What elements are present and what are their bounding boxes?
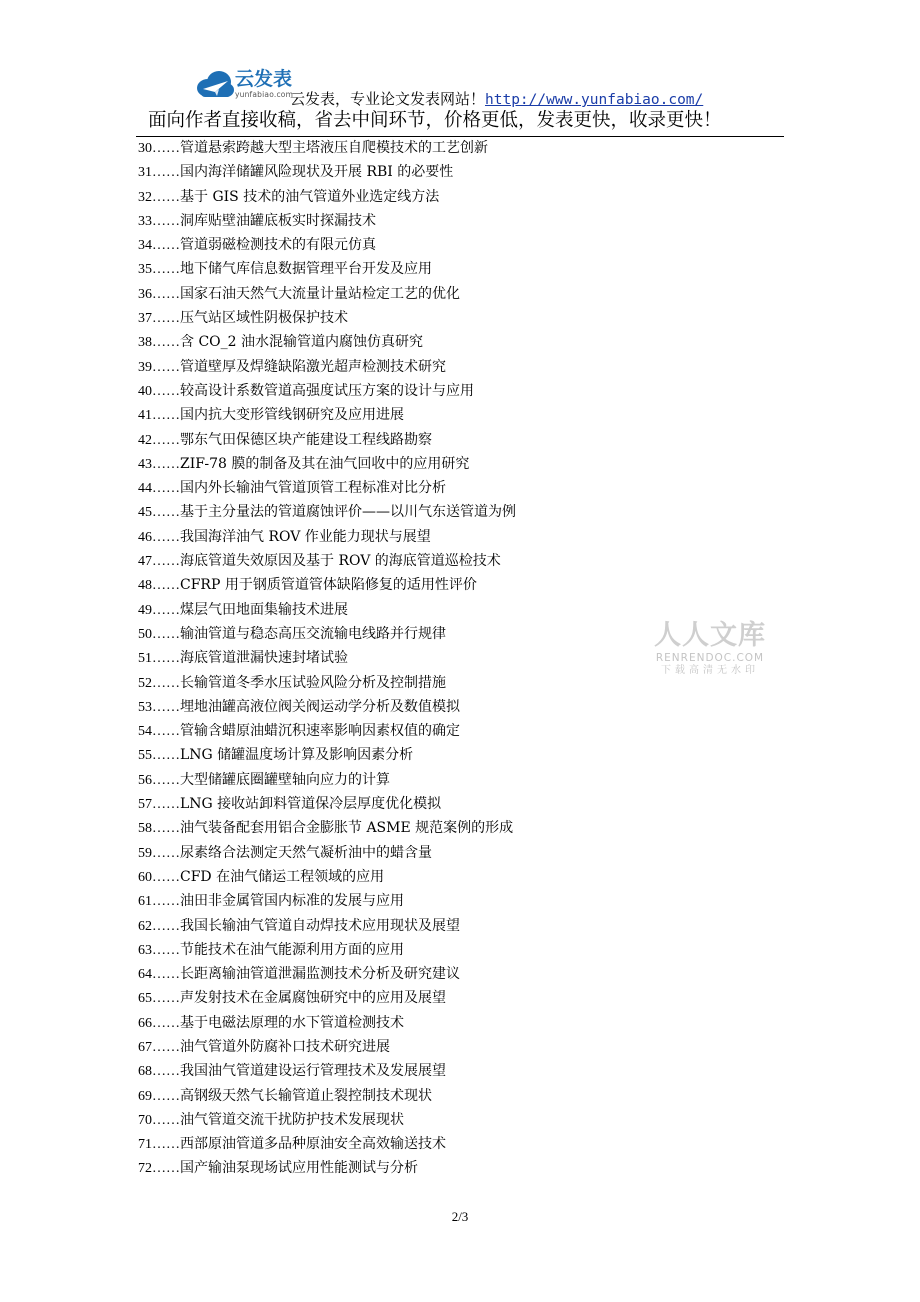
item-title: 管道悬索跨越大型主塔液压自爬模技术的工艺创新 xyxy=(180,140,488,156)
item-title: 大型储罐底圈罐壁轴向应力的计算 xyxy=(180,771,390,788)
item-number: 53 xyxy=(138,699,152,715)
item-number: 65 xyxy=(138,991,152,1007)
item-number: 37 xyxy=(138,311,152,327)
item-leader-dots: …… xyxy=(152,1137,180,1153)
item-leader-dots: …… xyxy=(152,1088,180,1104)
item-leader-dots: …… xyxy=(152,286,180,302)
item-leader-dots: …… xyxy=(152,869,180,885)
item-leader-dots: …… xyxy=(152,383,180,399)
item-leader-dots: …… xyxy=(152,408,180,424)
item-number: 31 xyxy=(138,165,152,181)
item-title: 国内外长输油气管道顶管工程标准对比分析 xyxy=(180,480,446,497)
item-number: 72 xyxy=(138,1161,152,1177)
item-number: 39 xyxy=(138,359,152,375)
item-number: 33 xyxy=(138,213,152,229)
list-item xyxy=(138,986,698,1010)
item-leader-dots: …… xyxy=(152,845,180,861)
list-item xyxy=(138,428,698,452)
item-title: 国内海洋储罐风险现状及开展 RBI 的必要性 xyxy=(180,164,454,181)
item-number: 68 xyxy=(138,1064,152,1080)
item-title: 国产输油泵现场试应用性能测试与分析 xyxy=(180,1160,418,1177)
list-item xyxy=(138,598,698,622)
item-leader-dots: …… xyxy=(152,165,180,181)
item-title: ZIF-78 膜的制备及其在油气回收中的应用研究 xyxy=(180,455,470,472)
item-number: 67 xyxy=(138,1039,152,1055)
item-leader-dots: …… xyxy=(152,942,180,958)
item-title: CFRP 用于钢质管道管体缺陷修复的适用性评价 xyxy=(180,577,477,594)
list-item xyxy=(138,233,698,257)
item-title: 高钢级天然气长输管道止裂控制技术现状 xyxy=(180,1087,432,1104)
item-leader-dots: …… xyxy=(152,724,180,740)
title-list xyxy=(138,136,698,1181)
list-item xyxy=(138,646,698,670)
item-number: 32 xyxy=(138,189,152,205)
list-item xyxy=(138,525,698,549)
item-number: 64 xyxy=(138,967,152,983)
page-number: 2/3 xyxy=(451,1209,469,1224)
item-leader-dots: …… xyxy=(152,1112,180,1128)
list-item xyxy=(138,452,698,476)
list-item xyxy=(138,889,698,913)
watermark-sub: 下载高清无水印 xyxy=(661,665,759,676)
item-title: 煤层气田地面集输技术进展 xyxy=(180,601,348,618)
item-leader-dots: …… xyxy=(152,432,180,448)
list-item xyxy=(138,476,698,500)
item-leader-dots: …… xyxy=(152,797,180,813)
list-item xyxy=(138,500,698,524)
item-leader-dots: …… xyxy=(152,335,180,351)
item-title: 管输含蜡原油蜡沉积速率影响因素权值的确定 xyxy=(180,723,460,740)
item-title: CFD 在油气储运工程领域的应用 xyxy=(180,868,385,885)
item-leader-dots: …… xyxy=(152,359,180,375)
item-title: 我国长输油气管道自动焊技术应用现状及展望 xyxy=(180,917,460,934)
item-number: 66 xyxy=(138,1015,152,1031)
item-title: LNG 接收站卸料管道保冷层厚度优化模拟 xyxy=(180,796,442,813)
list-item xyxy=(138,1084,698,1108)
item-leader-dots: …… xyxy=(152,189,180,205)
item-number: 58 xyxy=(138,821,152,837)
item-leader-dots: …… xyxy=(152,141,180,156)
list-item xyxy=(138,379,698,403)
item-number: 63 xyxy=(138,942,152,958)
item-number: 42 xyxy=(138,432,152,448)
item-leader-dots: …… xyxy=(152,967,180,983)
item-number: 71 xyxy=(138,1137,152,1153)
item-title: 油气装备配套用铝合金膨胀节 ASME 规范案例的形成 xyxy=(180,820,514,837)
item-number: 51 xyxy=(138,651,152,667)
list-item xyxy=(138,938,698,962)
item-number: 36 xyxy=(138,286,152,302)
list-item xyxy=(138,1108,698,1132)
list-item xyxy=(138,743,698,767)
item-number: 38 xyxy=(138,335,152,351)
item-title: 基于 GIS 技术的油气管道外业选定线方法 xyxy=(180,188,440,205)
item-number: 59 xyxy=(138,845,152,861)
page-header xyxy=(0,0,920,140)
item-title: 国内抗大变形管线钢研究及应用进展 xyxy=(180,407,404,424)
item-title: 国家石油天然气大流量计量站检定工艺的优化 xyxy=(180,285,460,302)
item-title: 基于主分量法的管道腐蚀评价——以川气东送管道为例 xyxy=(180,504,516,521)
item-number: 46 xyxy=(138,529,152,545)
item-title: 管道壁厚及焊缝缺陷激光超声检测技术研究 xyxy=(180,358,446,375)
item-number: 45 xyxy=(138,505,152,521)
list-item xyxy=(138,1059,698,1083)
list-item xyxy=(138,282,698,306)
item-number: 56 xyxy=(138,772,152,788)
item-leader-dots: …… xyxy=(152,602,180,618)
item-number: 50 xyxy=(138,626,152,642)
list-item xyxy=(138,816,698,840)
list-item xyxy=(138,549,698,573)
list-item xyxy=(138,355,698,379)
item-title: 长距离输油管道泄漏监测技术分析及研究建议 xyxy=(180,966,460,983)
site-intro: 云发表，专业论文发表网站！ xyxy=(290,90,486,108)
item-number: 70 xyxy=(138,1112,152,1128)
list-item xyxy=(138,1132,698,1156)
item-title: 含 CO_2 油水混输管道内腐蚀仿真研究 xyxy=(180,334,423,351)
item-number: 43 xyxy=(138,456,152,472)
item-number: 49 xyxy=(138,602,152,618)
item-title: 尿素络合法测定天然气凝析油中的蜡含量 xyxy=(180,844,432,861)
item-leader-dots: …… xyxy=(152,918,180,934)
list-item xyxy=(138,185,698,209)
item-number: 48 xyxy=(138,578,152,594)
list-item xyxy=(138,841,698,865)
watermark-main: 人人文库 xyxy=(654,620,766,651)
item-title: 鄂东气田保德区块产能建设工程线路勘察 xyxy=(180,431,432,448)
item-title: 洞库贴壁油罐底板实时探漏技术 xyxy=(180,212,376,229)
site-intro-line xyxy=(290,89,703,110)
item-number: 62 xyxy=(138,918,152,934)
logo-name: 云发表 xyxy=(235,68,293,90)
list-item xyxy=(138,1011,698,1035)
item-leader-dots: …… xyxy=(152,821,180,837)
item-leader-dots: …… xyxy=(152,991,180,1007)
list-item xyxy=(138,160,698,184)
list-item xyxy=(138,1156,698,1180)
item-title: 地下储气库信息数据管理平台开发及应用 xyxy=(180,261,432,278)
item-number: 30 xyxy=(138,141,152,156)
item-number: 55 xyxy=(138,748,152,764)
item-leader-dots: …… xyxy=(152,262,180,278)
cloud-plane-icon xyxy=(195,68,235,102)
item-title: 油田非金属管国内标准的发展与应用 xyxy=(180,893,404,910)
item-title: 声发射技术在金属腐蚀研究中的应用及展望 xyxy=(180,990,446,1007)
list-item xyxy=(138,622,698,646)
item-title: 输油管道与稳态高压交流输电线路并行规律 xyxy=(180,625,446,642)
item-leader-dots: …… xyxy=(152,481,180,497)
item-leader-dots: …… xyxy=(152,651,180,667)
item-number: 61 xyxy=(138,894,152,910)
list-item xyxy=(138,257,698,281)
list-item xyxy=(138,914,698,938)
item-number: 40 xyxy=(138,383,152,399)
item-leader-dots: …… xyxy=(152,894,180,910)
list-item xyxy=(138,306,698,330)
logo-domain: yunfabiao.com xyxy=(235,90,294,99)
item-title: 基于电磁法原理的水下管道检测技术 xyxy=(180,1014,404,1031)
item-title: 我国油气管道建设运行管理技术及发展展望 xyxy=(180,1063,446,1080)
list-item xyxy=(138,695,698,719)
item-leader-dots: …… xyxy=(152,529,180,545)
slogan: 面向作者直接收稿，省去中间环节，价格更低，发表更快，收录更快！ xyxy=(148,110,722,131)
list-item xyxy=(138,719,698,743)
item-title: 管道弱磁检测技术的有限元仿真 xyxy=(180,237,376,254)
list-item xyxy=(138,768,698,792)
watermark-domain: RENRENDOC.COM xyxy=(655,652,765,664)
list-item xyxy=(138,136,698,160)
item-title: 长输管道冬季水压试验风险分析及控制措施 xyxy=(180,674,446,691)
item-leader-dots: …… xyxy=(152,213,180,229)
item-title: 西部原油管道多品种原油安全高效输送技术 xyxy=(180,1136,446,1153)
list-item xyxy=(138,792,698,816)
item-leader-dots: …… xyxy=(152,675,180,691)
list-item xyxy=(138,209,698,233)
item-number: 52 xyxy=(138,675,152,691)
item-leader-dots: …… xyxy=(152,311,180,327)
item-title: 油气管道外防腐补口技术研究进展 xyxy=(180,1038,390,1055)
item-title: 压气站区域性阴极保护技术 xyxy=(180,310,348,327)
item-leader-dots: …… xyxy=(152,1064,180,1080)
site-logo[interactable] xyxy=(195,68,294,104)
item-title: 较高设计系数管道高强度试压方案的设计与应用 xyxy=(180,382,474,399)
item-leader-dots: …… xyxy=(152,772,180,788)
item-title: 海底管道泄漏快速封堵试验 xyxy=(180,650,348,667)
item-number: 57 xyxy=(138,797,152,813)
item-number: 47 xyxy=(138,554,152,570)
item-title: 节能技术在油气能源利用方面的应用 xyxy=(180,941,404,958)
item-leader-dots: …… xyxy=(152,1039,180,1055)
list-item xyxy=(138,865,698,889)
item-title: 油气管道交流干扰防护技术发展现状 xyxy=(180,1111,404,1128)
item-leader-dots: …… xyxy=(152,1015,180,1031)
list-item xyxy=(138,403,698,427)
item-number: 35 xyxy=(138,262,152,278)
item-leader-dots: …… xyxy=(152,578,180,594)
item-leader-dots: …… xyxy=(152,748,180,764)
item-title: LNG 储罐温度场计算及影响因素分析 xyxy=(180,747,414,764)
item-title: 埋地油罐高液位阀关阀运动学分析及数值模拟 xyxy=(180,698,460,715)
item-number: 60 xyxy=(138,869,152,885)
item-leader-dots: …… xyxy=(152,699,180,715)
item-leader-dots: …… xyxy=(152,554,180,570)
list-item xyxy=(138,330,698,354)
item-number: 34 xyxy=(138,238,152,254)
item-leader-dots: …… xyxy=(152,1161,180,1177)
item-leader-dots: …… xyxy=(152,626,180,642)
item-leader-dots: …… xyxy=(152,238,180,254)
item-number: 41 xyxy=(138,408,152,424)
item-number: 44 xyxy=(138,481,152,497)
item-title: 我国海洋油气 ROV 作业能力现状与展望 xyxy=(180,528,431,545)
item-leader-dots: …… xyxy=(152,505,180,521)
item-leader-dots: …… xyxy=(152,456,180,472)
site-url-link[interactable]: http://www.yunfabiao.com/ xyxy=(485,92,704,108)
item-title: 海底管道失效原因及基于 ROV 的海底管道巡检技术 xyxy=(180,553,501,570)
item-number: 69 xyxy=(138,1088,152,1104)
item-number: 54 xyxy=(138,724,152,740)
list-item xyxy=(138,573,698,597)
list-item xyxy=(138,1035,698,1059)
watermark xyxy=(648,620,772,684)
list-item xyxy=(138,962,698,986)
list-item xyxy=(138,671,698,695)
